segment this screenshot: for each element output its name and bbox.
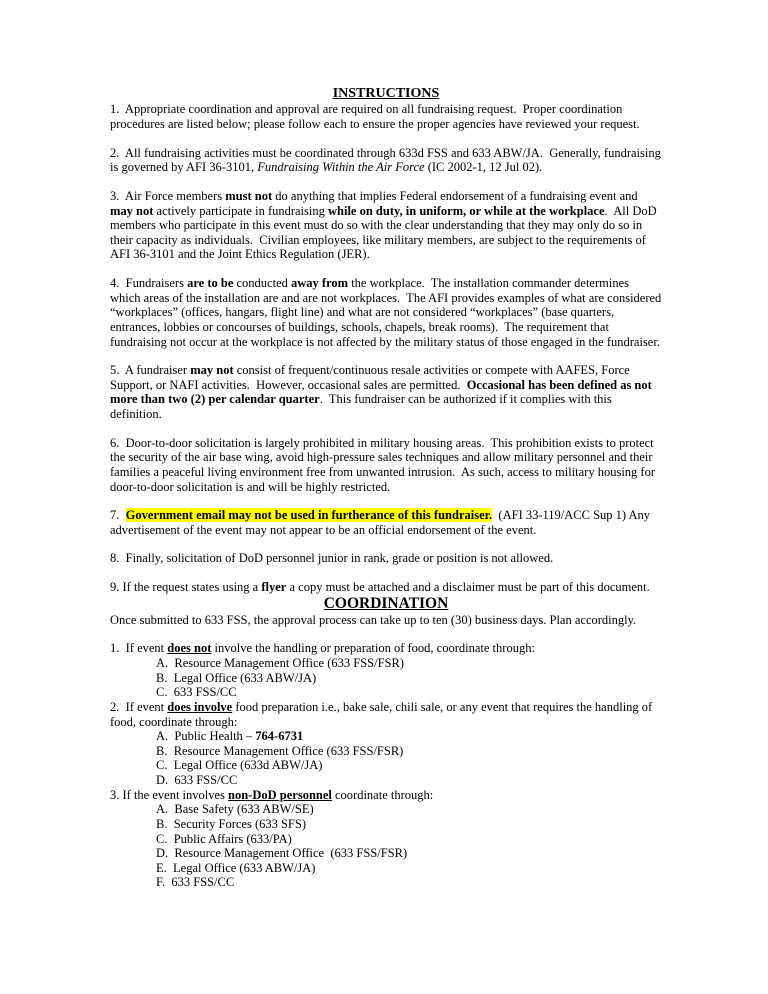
document-content bbox=[110, 86, 665, 890]
list-item bbox=[110, 729, 662, 744]
section-heading bbox=[110, 86, 662, 102]
text-run: . All DoD members who participate in this event must do so with the clear understanding that they may only do so in their capacity as individuals. Civilian employees, like military members, are subject to the requirements of AFI 36-3101 and the Joint Ethics Regulation (JER). bbox=[110, 203, 660, 262]
text-run: are to be bbox=[187, 276, 234, 290]
list-item bbox=[110, 846, 662, 861]
text-run: F. 633 FSS/CC bbox=[156, 875, 235, 890]
text-run: do anything that implies Federal endorsement of a fundraising event and bbox=[272, 188, 641, 203]
list-item bbox=[110, 802, 662, 817]
text-run: 3. Air Force members bbox=[110, 188, 226, 203]
text-run: may not bbox=[110, 203, 154, 218]
text-run: A. Public Health – bbox=[156, 729, 256, 744]
text-run: actively participate in fundraising bbox=[153, 203, 328, 218]
text-run: . This fundraiser can be authorized if it complies with this definition. bbox=[110, 392, 615, 421]
paragraph bbox=[110, 641, 662, 656]
text-run: INSTRUCTIONS bbox=[332, 86, 440, 101]
list-item bbox=[110, 832, 662, 847]
paragraph bbox=[110, 788, 662, 803]
text-run: away from bbox=[291, 276, 349, 290]
text-run: C. Legal Office (633d ABW/JA) bbox=[156, 758, 323, 773]
text-run: C. 633 FSS/CC bbox=[156, 685, 237, 700]
text-run: 7. bbox=[110, 508, 126, 523]
list-item bbox=[110, 744, 662, 759]
text-run: 8. Finally, solicitation of DoD personnel junior in rank, grade or position is not allowed. bbox=[110, 551, 554, 566]
text-run: COORDINATION bbox=[323, 594, 449, 612]
text-run: flyer bbox=[261, 580, 287, 594]
text-run: does not bbox=[167, 641, 212, 656]
text-run: Occasional has been defined as not more than two (2) per calendar quarter bbox=[110, 377, 655, 407]
text-run: 1. Appropriate coordination and approval are required on all fundraising request. Proper coordination procedures are listed below; please follow each to ensure the proper agencies have reviewed your request. bbox=[110, 102, 640, 131]
text-run: 5. A fundraiser bbox=[110, 363, 191, 378]
paragraph bbox=[110, 613, 662, 628]
text-run: A. Resource Management Office (633 FSS/FSR) bbox=[156, 656, 405, 670]
paragraph bbox=[110, 276, 665, 349]
text-run: does involve bbox=[167, 699, 233, 714]
text-run: 9. If the request states using a bbox=[110, 580, 262, 594]
text-run: consist of frequent/continuous resale activities or compete with AAFES, Force Support, or NAFI activities. However, occasional sales are permitted. bbox=[110, 363, 633, 392]
paragraph bbox=[110, 580, 662, 595]
text-run: 2. If event bbox=[110, 699, 168, 714]
text-run: 1. If event bbox=[110, 641, 168, 656]
text-run: while on duty, in uniform, or while at the workplace bbox=[328, 203, 605, 218]
text-run: 764-6731 bbox=[255, 729, 304, 744]
list-item bbox=[110, 875, 662, 890]
text-run: involve the handling or preparation of food, coordinate through: bbox=[211, 641, 535, 656]
text-run: food preparation i.e., bake sale, chili sale, or any event that requires the handling of food, coordinate through: bbox=[110, 699, 656, 729]
text-run: a copy must be attached and a disclaimer must be part of this document. bbox=[286, 580, 650, 594]
text-run: 6. Door-to-door solicitation is largely prohibited in military housing areas. This prohibition exists to protect the security of the air base wing, avoid high-pressure sales techniques and allow military personnel and their families a peaceful living environment free from unwanted intrusion. As such, access to military housing for door-to-door solicitation is and will be highly restricted. bbox=[110, 435, 659, 494]
paragraph bbox=[110, 146, 662, 175]
text-run: 3. If the event involves bbox=[110, 787, 229, 802]
text-run: B. Legal Office (633 ABW/JA) bbox=[156, 670, 317, 685]
paragraph bbox=[110, 700, 662, 729]
text-run: must not bbox=[225, 188, 273, 203]
text-run: C. Public Affairs (633/PA) bbox=[156, 831, 292, 846]
list-item bbox=[110, 861, 662, 876]
text-run: 4. Fundraisers bbox=[110, 276, 188, 290]
text-run: (AFI 33-119/ACC Sup 1) Any advertisement of the event may not appear to be an official endorsement of the event. bbox=[110, 508, 654, 537]
list-item bbox=[110, 773, 662, 788]
list-item bbox=[110, 671, 662, 686]
text-run: A. Base Safety (633 ABW/SE) bbox=[156, 802, 314, 817]
text-run: coordinate through: bbox=[331, 787, 434, 802]
text-run: 2. All fundraising activities must be coordinated through 633d FSS and 633 ABW/JA. Generally, fundraising is governed by AFI 36-3101, bbox=[110, 145, 664, 175]
text-run: B. Resource Management Office (633 FSS/FSR) bbox=[156, 743, 404, 758]
list-item bbox=[110, 656, 662, 671]
text-run: E. Legal Office (633 ABW/JA) bbox=[156, 860, 316, 875]
text-run: non-DoD personnel bbox=[228, 787, 332, 802]
paragraph bbox=[110, 189, 662, 262]
text-run: D. Resource Management Office (633 FSS/FSR) bbox=[156, 846, 408, 861]
paragraph bbox=[110, 102, 662, 131]
text-run: B. Security Forces (633 SFS) bbox=[156, 816, 306, 831]
text-run: (IC 2002-1, 12 Jul 02). bbox=[424, 160, 543, 175]
paragraph bbox=[110, 508, 662, 537]
text-run: Fundraising Within the Air Force bbox=[257, 160, 425, 175]
highlighted-text-run: Government email may not be used in furtherance of this fundraiser. bbox=[125, 508, 493, 523]
text-run: conducted bbox=[233, 276, 291, 290]
list-item bbox=[110, 817, 662, 832]
list-item bbox=[110, 758, 662, 773]
text-run: D. 633 FSS/CC bbox=[156, 773, 238, 787]
paragraph bbox=[110, 551, 662, 566]
section-heading bbox=[110, 595, 662, 613]
paragraph bbox=[110, 363, 662, 422]
text-run: Once submitted to 633 FSS, the approval process can take up to ten (30) business days. Plan accordingly. bbox=[110, 612, 637, 627]
paragraph bbox=[110, 436, 662, 495]
text-run: the workplace. The installation commander determines which areas of the installation are and are not workplaces. The AFI provides examples of what are considered “workplaces” (offices, hangars, flight line) and what are not considered “workplaces” (base quarters, entrances, lobbies or concourses of buildings, schools, chapels, break rooms). The requirement that fundraising not occur at the workplace is not affected by the military status of those engaged in the fundraiser. bbox=[110, 276, 665, 349]
list-item bbox=[110, 685, 662, 700]
text-run: may not bbox=[190, 363, 234, 378]
